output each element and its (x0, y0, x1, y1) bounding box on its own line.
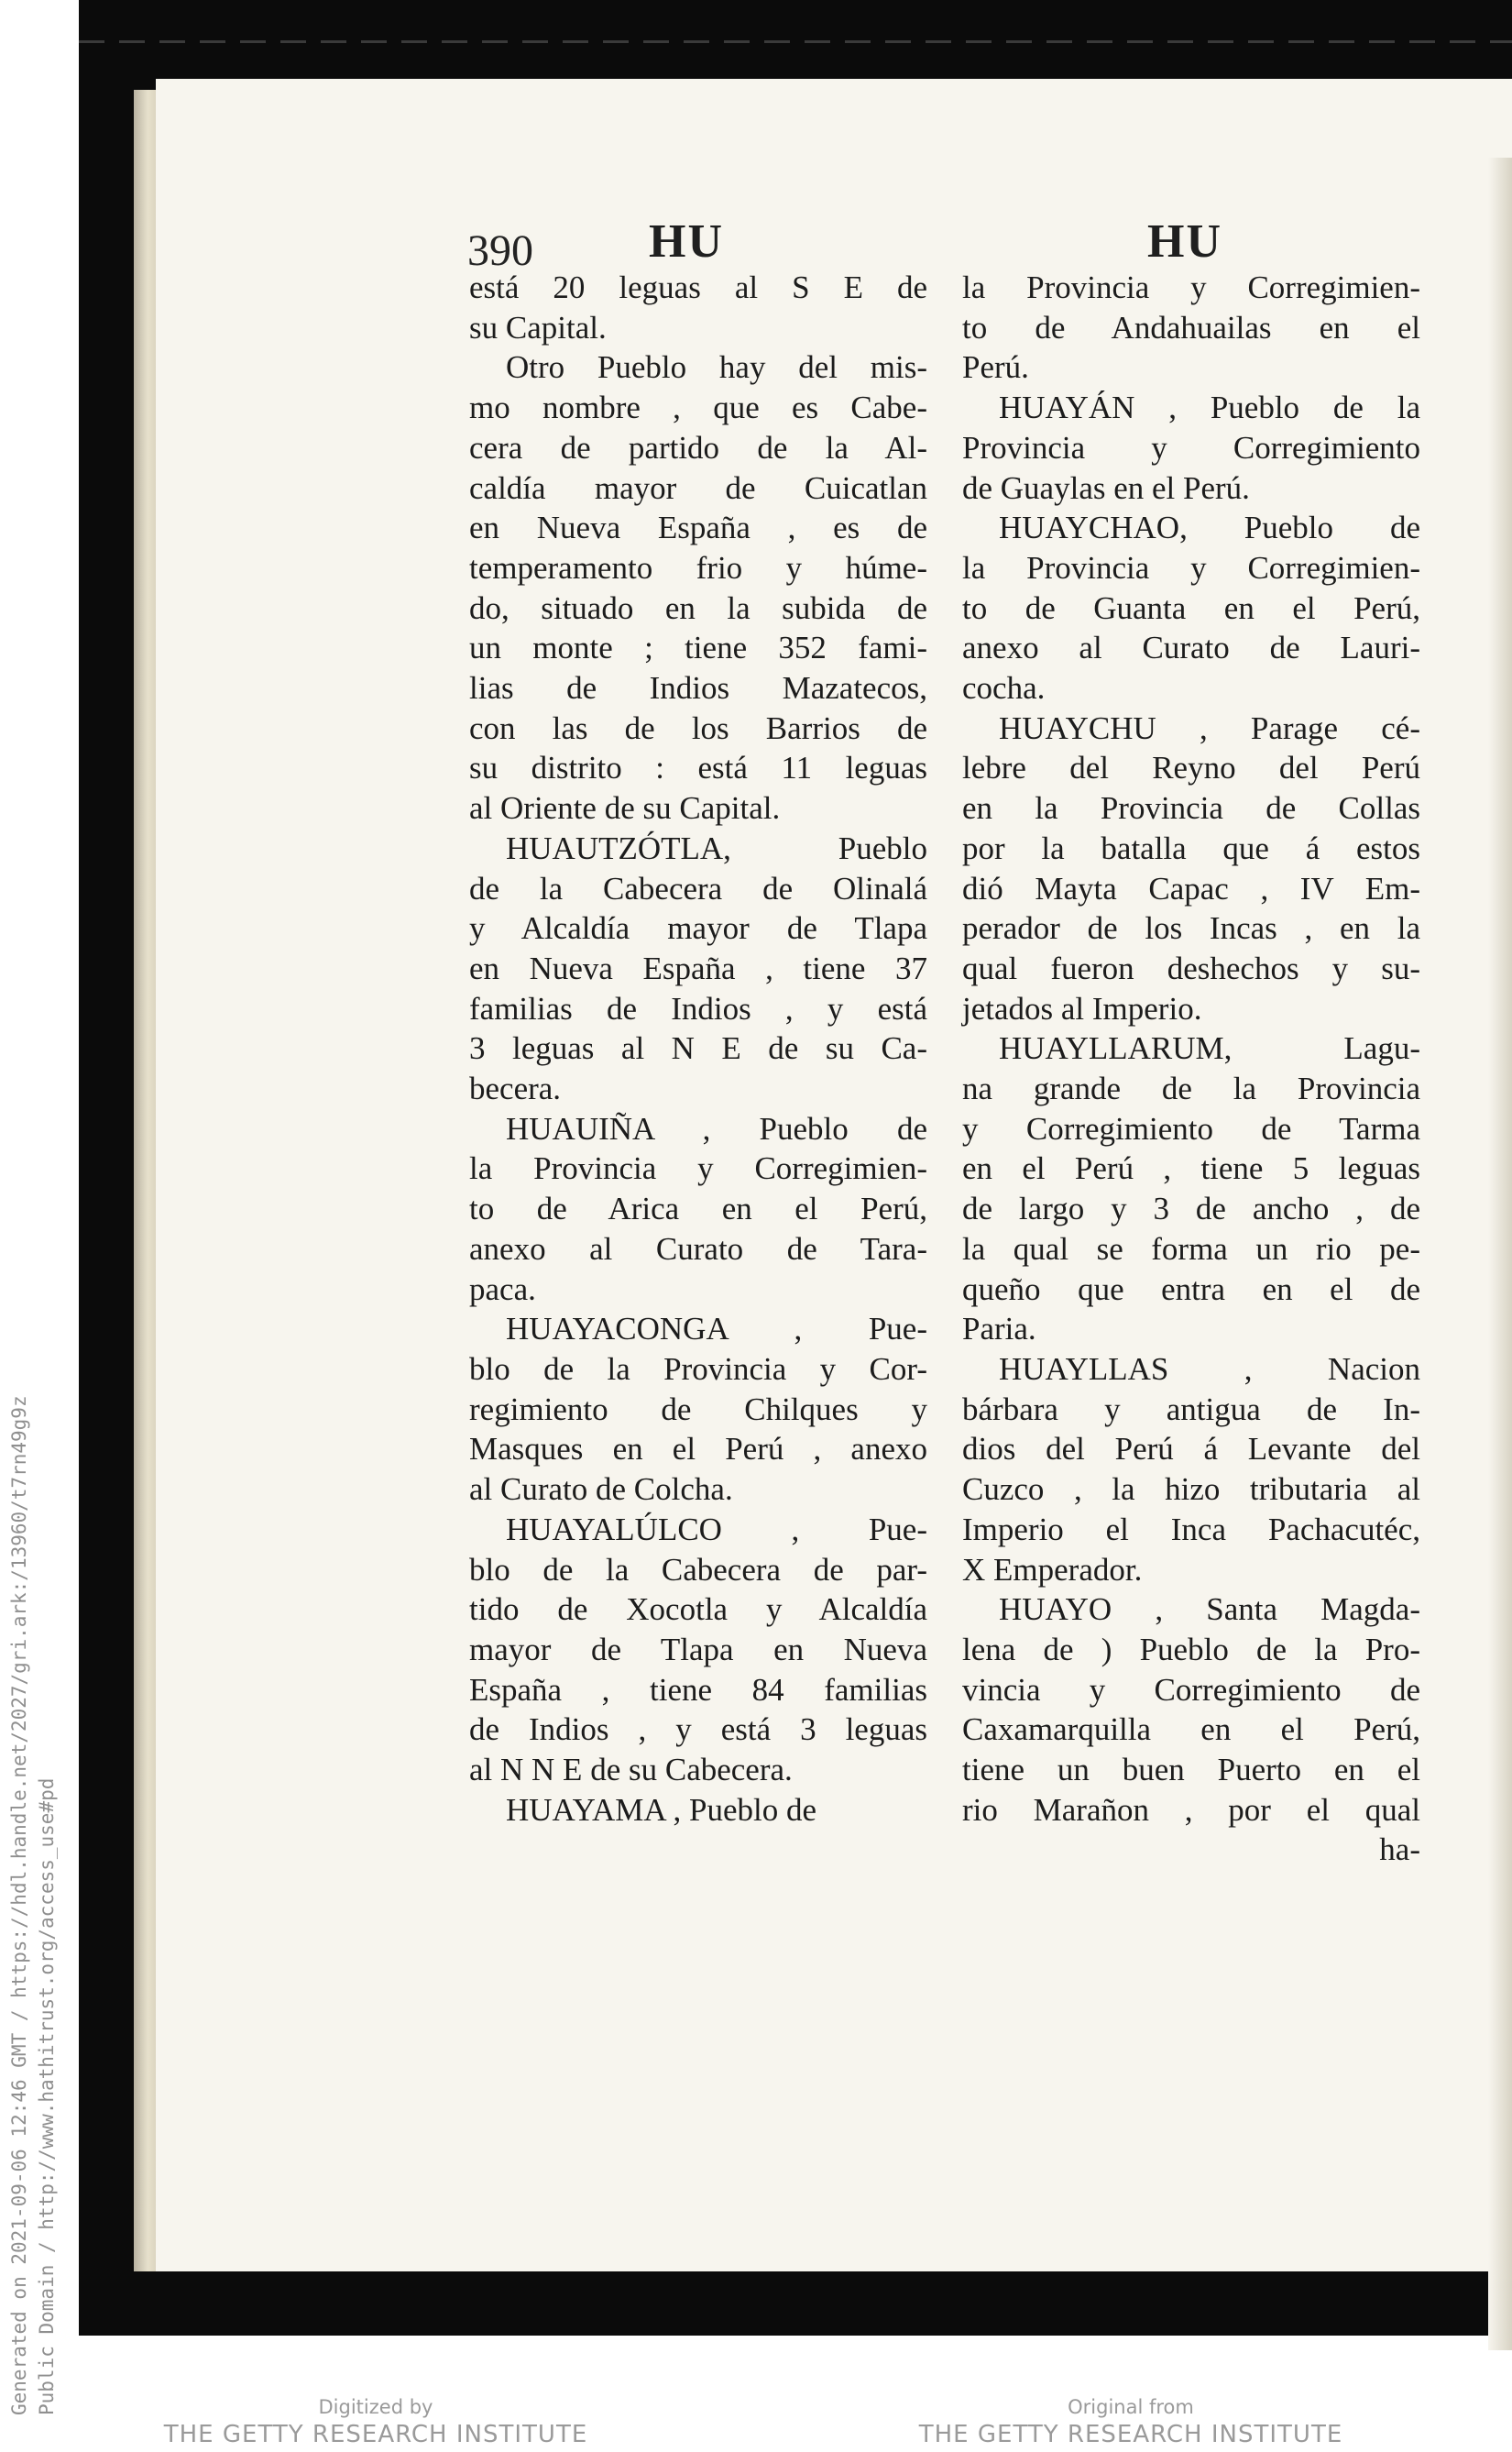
text-line: lias de Indios Mazatecos, (469, 670, 927, 707)
text-line: la Provincia y Corregimien- (962, 549, 1420, 586)
page-number: 390 (467, 226, 533, 275)
text-line: Paria. (962, 1311, 1036, 1347)
text-line: HUAYÁN , Pueblo de la (999, 390, 1420, 426)
text-line: Masques en el Perú , anexo (469, 1431, 927, 1468)
text-line: HUAYCHU , Parage cé- (999, 709, 1420, 746)
scan-top-border (79, 40, 1512, 43)
right-text-column (962, 268, 1420, 1870)
text-line: ha- (1379, 1831, 1420, 1868)
text-line: cera de partido de la Al- (469, 429, 927, 466)
text-line: cocha. (962, 670, 1046, 707)
text-line: Perú. (962, 349, 1029, 386)
text-line: lena de ) Pueblo de la Pro- (962, 1631, 1420, 1667)
text-line: to de Guanta en el Perú, (962, 589, 1420, 626)
text-line: Otro Pueblo hay del mis- (506, 349, 927, 386)
text-line: HUAUTZÓTLA, Pueblo (506, 830, 927, 866)
text-line: paca. (469, 1270, 536, 1307)
left-text-column (469, 268, 927, 1830)
text-line: dios del Perú á Levante del (962, 1431, 1420, 1468)
text-line: HUAYLLARUM, Lagu- (999, 1030, 1420, 1067)
text-line: al Oriente de su Capital. (469, 790, 781, 827)
text-line: HUAYLLAS , Nacion (999, 1350, 1420, 1387)
text-line: por la batalla que á estos (962, 830, 1420, 866)
text-line: regimiento de Chilques y (469, 1391, 927, 1427)
text-line: qual fueron deshechos y su- (962, 950, 1420, 986)
text-line: Imperio el Inca Pachacutéc, (962, 1511, 1420, 1547)
stamp-line-public-domain: Public Domain / http://www.hathitrust.org/access_use#pd (36, 1777, 58, 2415)
text-line: 3 leguas al N E de su Ca- (469, 1030, 927, 1067)
text-line: rio Marañon , por el qual (962, 1791, 1420, 1828)
text-line: mo nombre , que es Cabe- (469, 390, 927, 426)
text-line: becera. (469, 1071, 562, 1107)
text-line: de largo y 3 de ancho , de (962, 1191, 1420, 1227)
text-line: anexo al Curato de Tara- (469, 1230, 927, 1267)
text-line: HUAYAMA , Pueblo de (506, 1791, 817, 1828)
text-line: do, situado en la subida de (469, 589, 927, 626)
footer-digitized-by (137, 2394, 614, 2449)
text-line: en la Provincia de Collas (962, 790, 1420, 827)
text-line: la qual se forma un rio pe- (962, 1230, 1420, 1267)
stamp-line-generated: Generated on 2021-09-06 12:46 GMT / https://hdl.handle.net/2027/gri.ark:/13960/t7rn49g9z (8, 1395, 30, 2415)
running-header-right: HU (1147, 215, 1222, 268)
text-line: tido de Xocotla y Alcaldía (469, 1591, 927, 1628)
text-line: dió Mayta Capac , IV Em- (962, 870, 1420, 907)
text-line: vincia y Corregimiento de (962, 1671, 1420, 1708)
text-line: familias de Indios , y está (469, 990, 927, 1027)
text-line: mayor de Tlapa en Nueva (469, 1631, 927, 1667)
text-line: na grande de la Provincia (962, 1071, 1420, 1107)
footer-original-label: Original from (1068, 2396, 1194, 2418)
footer-digitized-institution: THE GETTY RESEARCH INSTITUTE (163, 2421, 588, 2448)
text-line: y Corregimiento de Tarma (962, 1110, 1420, 1147)
text-line: de la Cabecera de Olinalá (469, 870, 927, 907)
text-line: con las de los Barrios de (469, 709, 927, 746)
text-line: en Nueva España , tiene 37 (469, 950, 927, 986)
text-line: España , tiene 84 familias (469, 1671, 927, 1708)
text-line: está 20 leguas al S E de (469, 269, 927, 305)
text-line: Provincia y Corregimiento (962, 429, 1420, 466)
text-line: to de Arica en el Perú, (469, 1191, 927, 1227)
text-line: temperamento frio y húme- (469, 549, 927, 586)
text-line: y Alcaldía mayor de Tlapa (469, 910, 927, 947)
text-line: HUAYCHAO, Pueblo de (999, 510, 1420, 546)
text-line: to de Andahuailas en el (962, 309, 1420, 346)
text-line: en Nueva España , es de (469, 510, 927, 546)
text-line: HUAUIÑA , Pueblo de (506, 1110, 927, 1147)
footer-original-institution: THE GETTY RESEARCH INSTITUTE (918, 2421, 1343, 2448)
text-line: al Curato de Colcha. (469, 1471, 733, 1508)
text-line: HUAYACONGA , Pue- (506, 1311, 927, 1347)
footer-digitized-label: Digitized by (318, 2396, 433, 2418)
text-line: caldía mayor de Cuicatlan (469, 469, 927, 506)
text-line: blo de la Provincia y Cor- (469, 1350, 927, 1387)
text-line: queño que entra en el de (962, 1270, 1420, 1307)
footer-original-from (893, 2394, 1369, 2449)
text-line: tiene un buen Puerto en el (962, 1752, 1420, 1788)
text-line: Cuzco , la hizo tributaria al (962, 1471, 1420, 1508)
text-line: jetados al Imperio. (962, 990, 1202, 1027)
hathitrust-side-stamp (0, 0, 73, 2452)
running-header-left: HU (649, 215, 724, 268)
text-line: de Guaylas en el Perú. (962, 469, 1250, 506)
text-line: al N N E de su Cabecera. (469, 1752, 793, 1788)
text-line: bárbara y antigua de In- (962, 1391, 1420, 1427)
text-line: anexo al Curato de Lauri- (962, 630, 1420, 666)
text-line: X Emperador. (962, 1551, 1143, 1588)
text-line: blo de la Cabecera de par- (469, 1551, 927, 1588)
text-line: HUAYALÚLCO , Pue- (506, 1511, 927, 1547)
text-line: perador de los Incas , en la (962, 910, 1420, 947)
text-line: en el Perú , tiene 5 leguas (962, 1150, 1420, 1187)
text-line: su distrito : está 11 leguas (469, 750, 927, 786)
text-line: lebre del Reyno del Perú (962, 750, 1420, 786)
text-line: un monte ; tiene 352 fami- (469, 630, 927, 666)
text-line: Caxamarquilla en el Perú, (962, 1711, 1420, 1748)
text-line: HUAYO , Santa Magda- (999, 1591, 1420, 1628)
text-line: su Capital. (469, 309, 607, 346)
text-line: la Provincia y Corregimien- (469, 1150, 927, 1187)
text-line: de Indios , y está 3 leguas (469, 1711, 927, 1748)
paper-right-edge (1488, 158, 1512, 2350)
text-line: la Provincia y Corregimien- (962, 269, 1420, 305)
